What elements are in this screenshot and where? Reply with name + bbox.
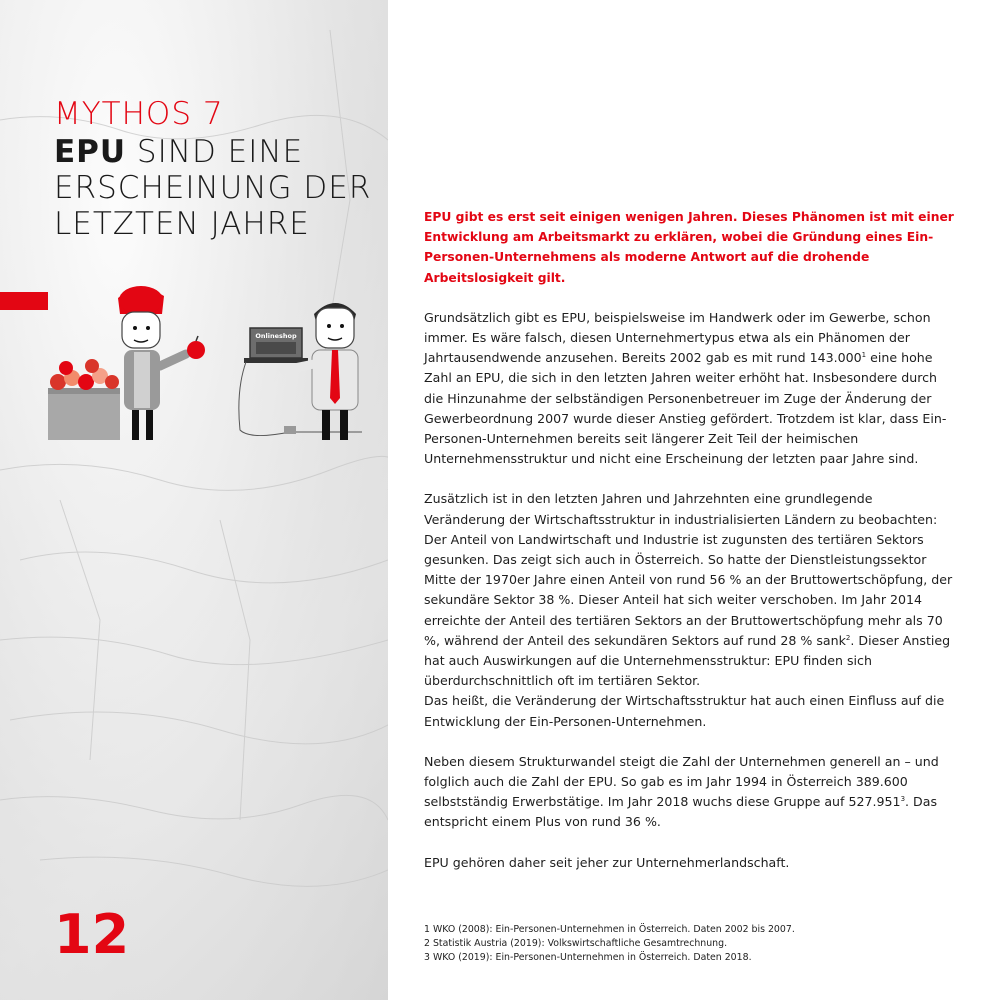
headline-kicker: MYTHOS 7 — [54, 96, 224, 132]
paragraph-3-text-b: . Das entspricht einem Plus von rund 36 %. — [424, 794, 938, 830]
main-text — [424, 207, 954, 893]
paragraph-2-text-c: Das heißt, die Veränderung der Wirtschaftsstruktur hat auch einen Einfluss auf die Entwicklung der Ein-Personen-Unternehmen. — [424, 693, 945, 729]
paragraph-1 — [424, 308, 954, 470]
footnote-ref-2: 2 — [845, 633, 851, 642]
paragraph-3 — [424, 752, 954, 833]
headline — [54, 134, 384, 242]
headline-line1: SIND EINE — [126, 134, 304, 170]
headline-line2: ERSCHEINUNG DER — [54, 170, 372, 206]
apple-crate — [48, 359, 120, 440]
footnote-ref-3: 3 — [900, 795, 906, 804]
footnote-ref-1: 1 — [861, 351, 867, 360]
laptop-label: Onlineshop — [255, 332, 297, 340]
footnote-1: 1 WKO (2008): Ein-Personen-Unternehmen in Österreich. Daten 2002 bis 2007. — [424, 924, 795, 935]
headline-line3: LETZTEN JAHRE — [54, 206, 310, 242]
footnote-3: 3 WKO (2019): Ein-Personen-Unternehmen in Österreich. Daten 2018. — [424, 952, 752, 963]
paragraph-2-text-a: Zusätzlich ist in den letzten Jahren und Jahrzehnten eine grundlegende Veränderung der Wirtschaftsstruktur in industrialisierten Ländern zu beobachten: Der Anteil von Landwirtschaft und Industrie ist zugunsten des tertiären Sektors gesunken. Das zeigt sich auch in Österreich. So hatte der Dienstleistungssektor Mitte der 1970er Jahre einen Anteil von rund 56 % an der Bruttowertschöpfung, der sekundäre Sektor 38 %. Dieser Anteil hat sich weiter verschoben. Im Jahr 2014 erreichte der Anteil des tertiären Sektors an der Bruttowertschöpfung mehr als 70 %, während der Anteil des sekundären Sektors auf rund 28 % sank — [424, 491, 953, 648]
paragraph-4: EPU gehören daher seit jeher zur Unternehmerlandschaft. — [424, 854, 790, 870]
page-number: 12 — [54, 903, 130, 966]
lead-paragraph: EPU gibt es erst seit einigen wenigen Jahren. Dieses Phänomen ist mit einer Entwicklung am Arbeitsmarkt zu erklären, wobei die Gründung eines Ein-Personen-Unternehmens als moderne Antwort auf die drohende Arbeitslosigkeit gilt. — [424, 210, 954, 285]
paragraph-1-text-a: Grundsätzlich gibt es EPU, beispielsweise im Handwerk oder im Gewerbe, schon immer. Es wäre falsch, diesen Unternehmertypus etwa als ein Phänomen der Jahrtausendwende anzusehen. Bereits 2002 gab es mit rund 143.000 — [424, 309, 931, 366]
paragraph-1-text-b: eine hohe Zahl an EPU, die sich in den letzten Jahren weiter erhöht hat. Insbesondere durch die Hinzunahme der selbständigen Personenbetreuer im Zuge der Änderung der Gewerbeordnung 2007 wurde dieser Anstieg gefördert. Trotzdem ist klar, dass Ein-Personen-Unternehmen bereits seit längerer Zeit Teil der heimischen Unternehmensstruktur und nicht eine Erscheinung der letzten paar Jahre sind. — [424, 350, 947, 467]
illustration-two-entrepreneurs — [40, 270, 388, 460]
paragraph-3-text-a: Neben diesem Strukturwandel steigt die Zahl der Unternehmen generell an – und folglich auch die Zahl der EPU. So gab es im Jahr 1994 in Österreich 389.600 selbstständig Erwerbstätige. Im Jahr 2018 wuchs diese Gruppe auf 527.951 — [424, 753, 939, 810]
left-panel — [0, 0, 388, 1000]
footnotes — [424, 923, 964, 965]
figure-businessman — [284, 303, 358, 440]
headline-strong: EPU — [54, 134, 127, 170]
paragraph-2-text-b: . Dieser Anstieg hat auch Auswirkungen auf die Unternehmensstruktur: EPU finden sich überdurchschnittlich oft im tertiären Sektor. — [424, 632, 951, 689]
figure-farmer — [118, 286, 205, 440]
footnote-2: 2 Statistik Austria (2019): Volkswirtschaftliche Gesamtrechnung. — [424, 938, 728, 949]
paragraph-2 — [424, 489, 954, 731]
